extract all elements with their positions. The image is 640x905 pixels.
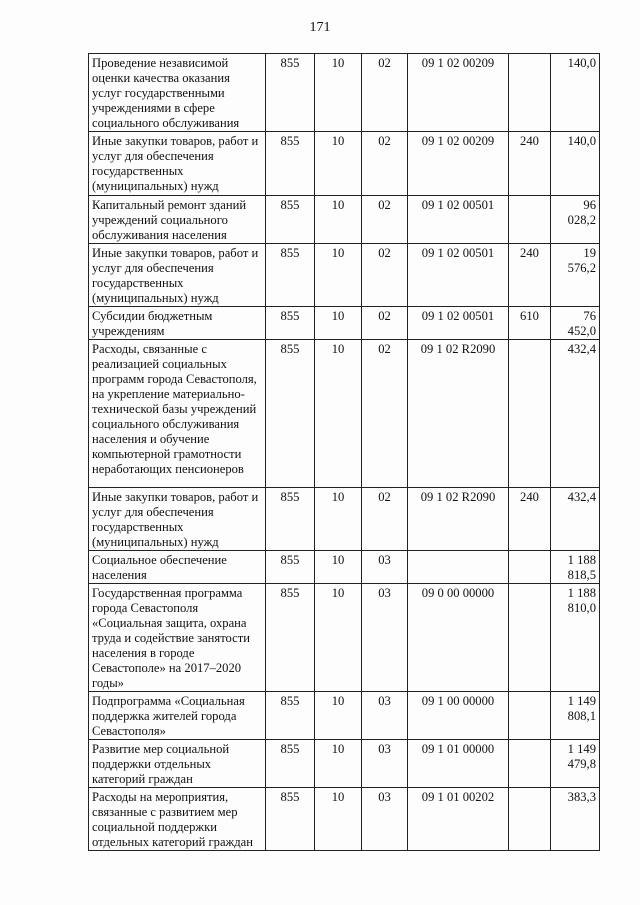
budget-table-body bbox=[89, 54, 600, 851]
row-name: Иные закупки товаров, работ и услуг для обеспечения государственных (муниципальных) нужд bbox=[89, 244, 266, 307]
row-csr: 09 1 02 R2090 bbox=[408, 488, 509, 551]
row-name: Социальное обеспечение населения bbox=[89, 551, 266, 584]
row-vr: 610 bbox=[509, 307, 551, 340]
table-row bbox=[89, 788, 600, 851]
row-pr: 02 bbox=[362, 340, 408, 488]
row-csr: 09 1 02 R2090 bbox=[408, 340, 509, 488]
row-vr bbox=[509, 788, 551, 851]
row-pr: 03 bbox=[362, 740, 408, 788]
row-rz: 10 bbox=[315, 307, 362, 340]
row-sum: 432,4 bbox=[551, 340, 600, 488]
row-name: Субсидии бюджетным учреждениям bbox=[89, 307, 266, 340]
row-gr: 855 bbox=[266, 196, 315, 244]
row-pr: 02 bbox=[362, 54, 408, 132]
row-gr: 855 bbox=[266, 488, 315, 551]
row-vr bbox=[509, 692, 551, 740]
row-rz: 10 bbox=[315, 551, 362, 584]
row-sum: 432,4 bbox=[551, 488, 600, 551]
table-row bbox=[89, 551, 600, 584]
row-name: Расходы на мероприятия, связанные с развитием мер социальной поддержки отдельных категорий граждан bbox=[89, 788, 266, 851]
row-pr: 02 bbox=[362, 488, 408, 551]
row-csr bbox=[408, 551, 509, 584]
row-sum: 140,0 bbox=[551, 132, 600, 196]
row-sum: 76 452,0 bbox=[551, 307, 600, 340]
row-rz: 10 bbox=[315, 788, 362, 851]
row-vr bbox=[509, 196, 551, 244]
table-row bbox=[89, 488, 600, 551]
row-name: Иные закупки товаров, работ и услуг для обеспечения государственных (муниципальных) нужд bbox=[89, 132, 266, 196]
row-gr: 855 bbox=[266, 244, 315, 307]
row-csr: 09 1 01 00000 bbox=[408, 740, 509, 788]
row-pr: 02 bbox=[362, 132, 408, 196]
row-vr bbox=[509, 54, 551, 132]
table-row bbox=[89, 244, 600, 307]
row-pr: 02 bbox=[362, 244, 408, 307]
table-row bbox=[89, 340, 600, 488]
row-rz: 10 bbox=[315, 340, 362, 488]
row-pr: 03 bbox=[362, 551, 408, 584]
row-name: Проведение независимой оценки качества оказания услуг государственными учреждениями в сфере социального обслуживания bbox=[89, 54, 266, 132]
table-row bbox=[89, 740, 600, 788]
row-name: Расходы, связанные с реализацией социальных программ города Севастополя, на укрепление материально-технической базы учреждений социального обслуживания населения и обучение компьютерной грамотности неработающих пенсионеров bbox=[89, 340, 266, 488]
page-number: 171 bbox=[309, 20, 331, 35]
row-gr: 855 bbox=[266, 132, 315, 196]
row-pr: 02 bbox=[362, 196, 408, 244]
table-row bbox=[89, 692, 600, 740]
table-row bbox=[89, 196, 600, 244]
row-csr: 09 1 02 00501 bbox=[408, 244, 509, 307]
row-pr: 03 bbox=[362, 788, 408, 851]
table-row bbox=[89, 584, 600, 692]
row-pr: 03 bbox=[362, 692, 408, 740]
row-csr: 09 1 02 00209 bbox=[408, 132, 509, 196]
row-name: Иные закупки товаров, работ и услуг для обеспечения государственных (муниципальных) нужд bbox=[89, 488, 266, 551]
row-sum: 383,3 bbox=[551, 788, 600, 851]
row-gr: 855 bbox=[266, 692, 315, 740]
row-sum: 96 028,2 bbox=[551, 196, 600, 244]
row-rz: 10 bbox=[315, 196, 362, 244]
row-sum: 1 188 818,5 bbox=[551, 551, 600, 584]
row-name: Государственная программа города Севастополя «Социальная защита, охрана труда и содействие занятости населения в городе Севастополе» на 2017–2020 годы» bbox=[89, 584, 266, 692]
row-vr bbox=[509, 340, 551, 488]
row-vr bbox=[509, 740, 551, 788]
row-vr: 240 bbox=[509, 244, 551, 307]
table-row bbox=[89, 307, 600, 340]
table-row bbox=[89, 132, 600, 196]
row-vr: 240 bbox=[509, 132, 551, 196]
row-sum: 19 576,2 bbox=[551, 244, 600, 307]
row-rz: 10 bbox=[315, 740, 362, 788]
row-name: Подпрограмма «Социальная поддержка жителей города Севастополя» bbox=[89, 692, 266, 740]
row-rz: 10 bbox=[315, 132, 362, 196]
table-row bbox=[89, 54, 600, 132]
row-rz: 10 bbox=[315, 54, 362, 132]
row-name: Развитие мер социальной поддержки отдельных категорий граждан bbox=[89, 740, 266, 788]
row-csr: 09 1 02 00209 bbox=[408, 54, 509, 132]
row-vr bbox=[509, 584, 551, 692]
row-csr: 09 1 02 00501 bbox=[408, 307, 509, 340]
row-sum: 1 149 808,1 bbox=[551, 692, 600, 740]
row-gr: 855 bbox=[266, 551, 315, 584]
row-vr: 240 bbox=[509, 488, 551, 551]
row-pr: 02 bbox=[362, 307, 408, 340]
row-rz: 10 bbox=[315, 244, 362, 307]
row-vr bbox=[509, 551, 551, 584]
row-gr: 855 bbox=[266, 740, 315, 788]
row-csr: 09 1 00 00000 bbox=[408, 692, 509, 740]
row-gr: 855 bbox=[266, 584, 315, 692]
row-csr: 09 0 00 00000 bbox=[408, 584, 509, 692]
row-name: Капитальный ремонт зданий учреждений социального обслуживания населения bbox=[89, 196, 266, 244]
row-sum: 140,0 bbox=[551, 54, 600, 132]
row-rz: 10 bbox=[315, 488, 362, 551]
row-sum: 1 188 810,0 bbox=[551, 584, 600, 692]
row-gr: 855 bbox=[266, 307, 315, 340]
row-rz: 10 bbox=[315, 584, 362, 692]
row-csr: 09 1 01 00202 bbox=[408, 788, 509, 851]
row-rz: 10 bbox=[315, 692, 362, 740]
budget-table bbox=[88, 53, 600, 851]
row-gr: 855 bbox=[266, 340, 315, 488]
row-gr: 855 bbox=[266, 54, 315, 132]
row-csr: 09 1 02 00501 bbox=[408, 196, 509, 244]
row-pr: 03 bbox=[362, 584, 408, 692]
row-gr: 855 bbox=[266, 788, 315, 851]
row-sum: 1 149 479,8 bbox=[551, 740, 600, 788]
